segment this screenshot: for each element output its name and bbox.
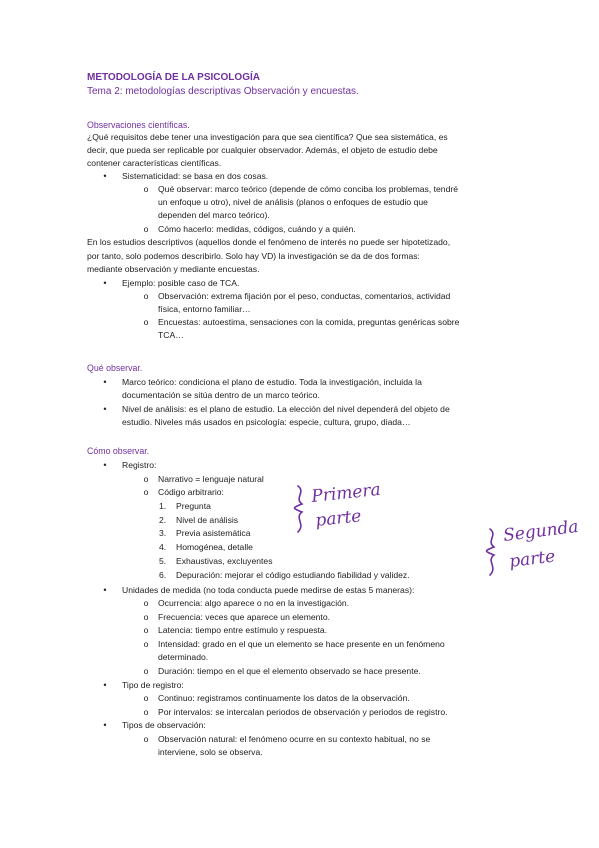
sub-bullet-icon: o [143,487,149,497]
list-item-continuation: dependen del marco teórico). [158,210,270,220]
document-subtitle: Tema 2: metodologías descriptivas Observación y encuestas. [87,86,359,97]
paragraph-line: mediante observación y mediante encuestas. [87,264,260,274]
bullet-icon: • [103,278,107,288]
list-item: Continuo: registramos continuamente los datos de la observación. [158,693,410,703]
handwritten-note-primera-parte [288,478,388,540]
sub-bullet-icon: o [143,625,149,635]
paragraph-line: decir, que pueda ser replicable por cualquier observador. Además, el objeto de estudio debe [87,145,438,155]
sub-bullet-icon: o [143,291,149,301]
sub-bullet-icon: o [143,224,149,234]
list-item: Nivel de análisis: es el plano de estudio. La elección del nivel dependerá del objeto de [122,404,450,414]
section-heading-que-observar: Qué observar. [87,363,143,373]
bullet-icon: • [103,377,107,387]
paragraph-line: por tanto, solo podemos describirlo. Solo hay VD) la investigación se da de dos formas: [87,251,420,261]
list-item-continuation: TCA… [158,330,184,340]
sub-bullet-icon: o [143,639,149,649]
list-item: Registro: [122,460,157,470]
list-item: Ocurrencia: algo aparece o no en la investigación. [158,598,350,608]
handwritten-text: parte [508,546,557,572]
handwritten-text: Segunda [502,516,580,546]
list-item-continuation: un enfoque u otro), nivel de análisis (planos o enfoques de estudio que [158,197,428,207]
list-item: Frecuencia: veces que aparece un elemento. [158,612,330,622]
document-title: METODOLOGÍA DE LA PSICOLOGÍA [87,72,260,83]
list-item-continuation: estudio. Niveles más usados en psicología: especie, cultura, grupo, diada… [122,417,411,427]
list-item: Tipos de observación: [122,720,206,730]
handwritten-note-segunda-parte [480,515,590,580]
list-item: Observación natural: el fenómeno ocurre en su contexto habitual, no se [158,734,431,744]
paragraph-line: contener características científicas. [87,158,222,168]
list-item: Cómo hacerlo: medidas, códigos, cuándo y a quién. [158,224,356,234]
list-item: Marco teórico: condiciona el plano de estudio. Toda la investigación, incluida la [122,377,422,387]
list-item: Narrativo = lenguaje natural [158,474,264,484]
sub-bullet-icon: o [143,474,149,484]
list-item: Qué observar: marco teórico (depende de cómo conciba los problemas, tendré [158,184,458,194]
sub-bullet-icon: o [143,734,149,744]
list-item: Tipo de registro: [122,680,184,690]
step-number: 2. [159,515,167,525]
step-number: 6. [159,570,167,580]
step-item: Previa asistemática [176,528,251,538]
step-item: Pregunta [176,501,211,511]
step-number: 5. [159,556,167,566]
paragraph-line: ¿Qué requisitos debe tener una investigación para que sea científica? Que sea sistemática, es [87,132,448,142]
step-item: Depuración: mejorar el código estudiando fiabilidad y validez. [176,570,410,580]
list-item-continuation: física, entorno familiar… [158,304,251,314]
bullet-icon: • [103,404,107,414]
bullet-icon: • [103,171,107,181]
list-item-continuation: documentación se sitúa dentro de un marco teórico. [122,390,320,400]
bullet-icon: • [103,720,107,730]
section-heading-observaciones: Observaciones científicas. [87,120,190,130]
list-item: Intensidad: grado en el que un elemento se hace presente en un fenómeno [158,639,445,649]
list-item-continuation: interviene, solo se observa. [158,747,263,757]
step-item: Nivel de análisis [176,515,239,525]
sub-bullet-icon: o [143,693,149,703]
step-number: 1. [159,501,167,511]
list-item: Observación: extrema fijación por el peso, conductas, comentarios, actividad [158,291,451,301]
list-item: Código arbitrario: [158,487,224,497]
sub-bullet-icon: o [143,612,149,622]
sub-bullet-icon: o [143,666,149,676]
list-item: Duración: tiempo en el que el elemento observado se hace presente. [158,666,421,676]
list-item: Encuestas: autoestima, sensaciones con la comida, preguntas genéricas sobre [158,317,460,327]
list-item: Ejemplo: posible caso de TCA. [122,278,240,288]
step-item: Homogénea, detalle [176,542,253,552]
handwritten-text: Primera [310,479,382,507]
sub-bullet-icon: o [143,184,149,194]
sub-bullet-icon: o [143,707,149,717]
bullet-icon: • [103,680,107,690]
bullet-icon: • [103,585,107,595]
handwritten-text: parte [314,506,363,531]
list-item: Latencia: tiempo entre estímulo y respuesta. [158,625,328,635]
sub-bullet-icon: o [143,598,149,608]
paragraph-line: En los estudios descriptivos (aquellos donde el fenómeno de interés no puede ser hipotetizado, [87,237,451,247]
sub-bullet-icon: o [143,317,149,327]
list-item: Unidades de medida (no toda conducta puede medirse de estas 5 maneras): [122,585,415,595]
list-item-continuation: determinado. [158,652,209,662]
list-item: Por intervalos: se intercalan periodos de observación y periodos de registro. [158,707,448,717]
section-heading-como-observar: Cómo observar. [87,446,150,456]
step-number: 3. [159,528,167,538]
bullet-icon: • [103,460,107,470]
step-number: 4. [159,542,167,552]
list-item: Sistematicidad: se basa en dos cosas. [122,171,269,181]
step-item: Exhaustivas, excluyentes [176,556,273,566]
